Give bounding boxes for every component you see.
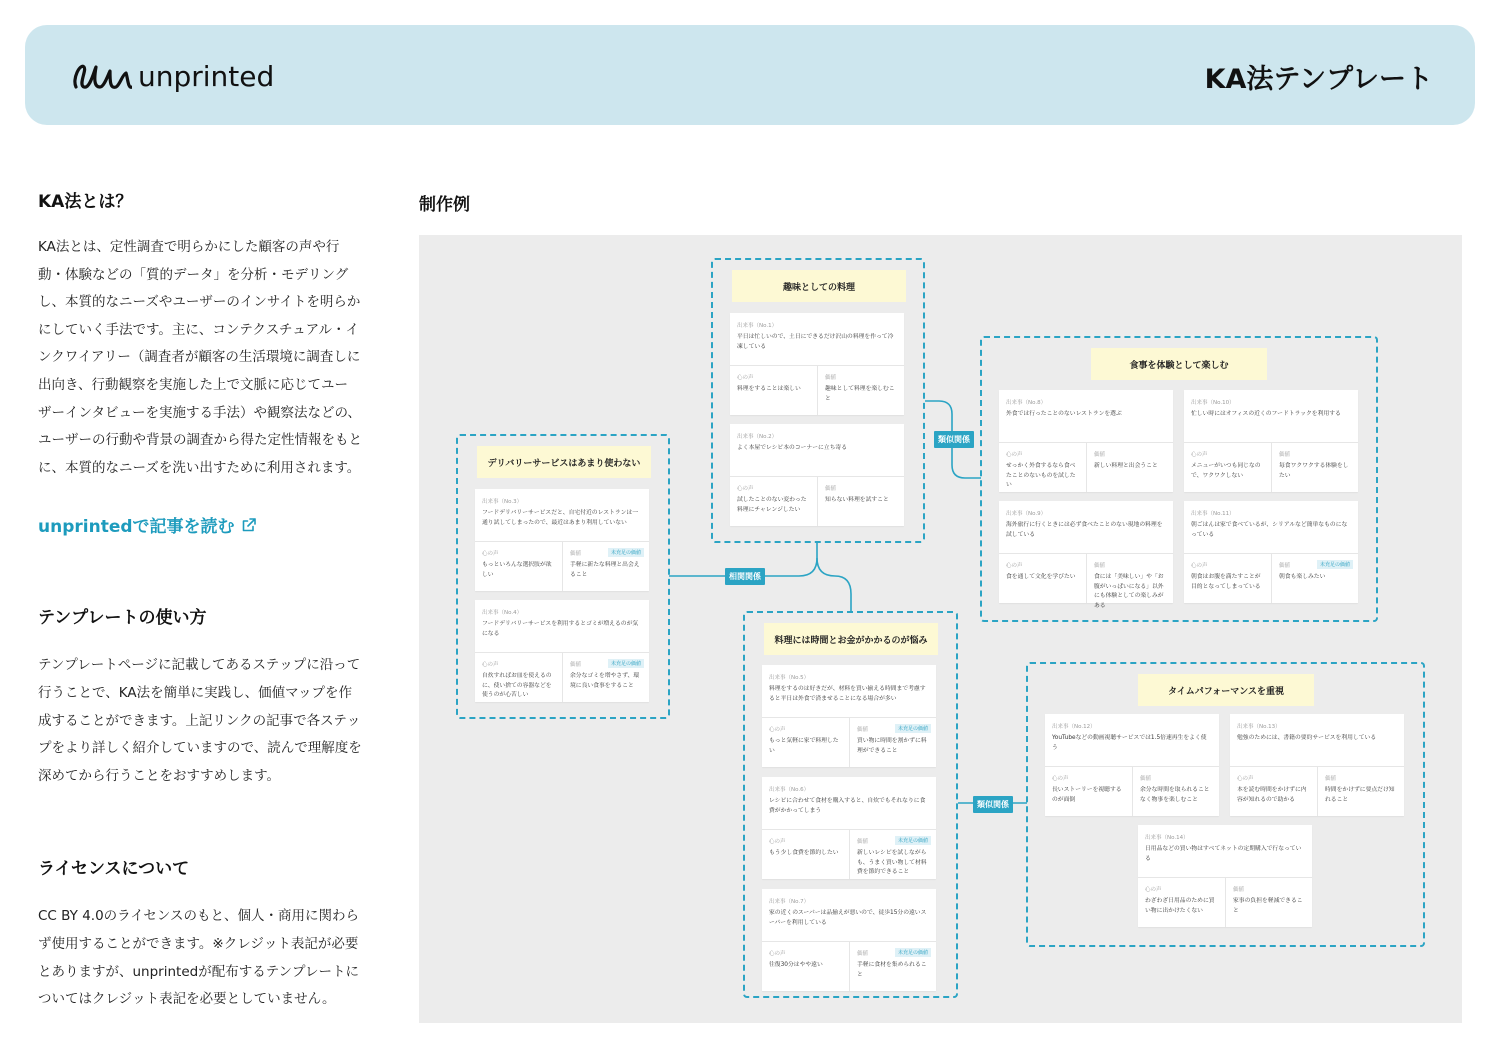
insight-row [730,476,904,526]
insight-row [475,652,649,702]
value-cell [562,653,649,702]
voice-text: 食を通して文化を学びたい [1006,574,1076,580]
event-label [1006,509,1166,517]
event-card [999,501,1173,609]
unmet-value-tag: 未充足の価値 [895,948,931,957]
event-text: 勉強のためには、書籍の要約サービスを利用している [1237,735,1377,741]
event-number: （No.11） [1207,511,1235,517]
event-label [737,432,897,440]
unprinted-logo-icon [70,57,132,95]
voice-label: 心の声 [1006,563,1023,569]
unmet-value-tag: 未充足の価値 [895,836,931,845]
voice-label: 心の声 [769,839,786,845]
event-number: （No.1） [753,323,778,329]
usage-line: 成することができます。上記リンクの記事で各ステッ [38,712,361,729]
about-line: KA法とは、定性調査で明らかにした顧客の声や行 [38,239,340,255]
voice-label: 心の声 [737,375,754,381]
event-text: YouTubeなどの動画視聴サービスでは1.5倍速再生をよく使う [1052,735,1207,751]
event-text: よく本屋でレシピ本のコーナーに立ち寄る [737,445,847,451]
event-text: 料理をするのは好きだが、材料を買い揃える時間まで考慮すると平日は外食で済ませることになる場合が多い [769,686,926,702]
value-cell [1132,767,1219,816]
license-line: とありますが、unprintedが配布するテンプレートに [38,963,359,980]
value-group [1026,662,1425,947]
insight-row [1045,766,1219,816]
event-label [482,608,642,616]
event-number: （No.2） [753,434,778,440]
value-group [980,336,1378,622]
event-label [1191,398,1351,406]
insight-row [999,442,1173,492]
event-card [475,600,649,702]
voice-text: 自炊すればお皿を使えるのに、使い捨ての容器などを使うのが心苦しい [482,673,552,698]
event-card [999,390,1173,492]
event-section [1191,509,1351,540]
voice-label: 心の声 [1237,776,1254,782]
event-text: フードデリバリーサービスだと、自宅付近のレストランは一通り試してしまったので、最近はあまり利用していない [482,510,638,526]
event-section [1191,398,1351,420]
value-text: 知らない料理を試すこと [825,497,889,503]
group-title: 料理には時間とお金がかかるのが悩み [764,623,938,655]
insight-row [475,541,649,591]
voice-text: もっといろんな選択肢が欲しい [482,562,552,578]
event-card [730,424,904,526]
event-card [1230,714,1404,816]
value-text: 買い物に時間を割かずに料理ができること [857,738,927,754]
voice-cell [1138,878,1225,927]
event-label-text: 出来事 [1052,724,1069,730]
event-card [762,665,936,767]
event-card [475,489,649,591]
about-line: し、本質的なニーズやユーザーのインサイトを明らか [38,294,361,311]
event-card [1184,390,1358,492]
value-cell [817,477,904,526]
event-number: （No.10） [1207,400,1235,406]
event-label-text: 出来事 [769,899,786,905]
event-number: （No.14） [1161,835,1189,841]
value-group [456,434,670,719]
usage-line: テンプレートページに記載してあるステップに沿って [38,657,361,674]
event-section [1237,722,1397,744]
usage-title: テンプレートの使い方 [38,608,207,629]
event-label [1052,722,1212,730]
value-text: 新しいレシピを試しながらも、うまく買い物して材料費を節約できること [857,850,927,875]
voice-cell [730,366,817,415]
voice-label: 心の声 [1191,452,1208,458]
value-label: 価値 [857,951,869,957]
event-label [737,321,897,329]
value-cell [1086,554,1173,609]
unmet-value-tag: 未充足の価値 [608,659,644,668]
event-text: レシピに合わせて食材を購入すると、自炊でもそれなりに食費がかかってしまう [769,798,926,814]
value-text: 新しい料理と出会うこと [1094,463,1158,469]
event-text: フードデリバリーサービスを利用するとゴミが増えるのが気になる [482,621,639,637]
event-number: （No.12） [1068,724,1096,730]
example-canvas [419,235,1462,1023]
value-text: 手軽に新たな料理と出会えること [570,562,640,578]
usage-line: プをより詳しく紹介していますので、読んで理解度を [38,740,362,757]
voice-label: 心の声 [482,551,499,557]
event-card [730,313,904,415]
insight-row [762,717,936,767]
relation-label: 類似関係 [934,431,974,448]
about-text [38,234,378,482]
voice-cell [1045,767,1132,816]
external-link-icon [241,517,257,533]
voice-cell [762,942,849,991]
about-line: ザーインタビューを実施する手法）や観察法などの、 [38,404,361,421]
value-cell [817,366,904,415]
value-text: 食には「美味しい」や「お腹がいっぱいになる」以外にも体験としての楽しみがある [1094,574,1164,609]
event-label [482,497,642,505]
voice-label: 心の声 [769,951,786,957]
voice-text: 試したことのない変わった料理にチャレンジしたい [737,497,807,513]
value-label: 価値 [1140,776,1152,782]
event-label-text: 出来事 [737,323,754,329]
event-number: （No.6） [785,787,810,793]
value-text: 家事の負担を軽減できること [1233,898,1303,914]
usage-line: 深めてから行うことをおすすめします。 [38,767,281,784]
unmet-value-tag: 未充足の価値 [1317,560,1353,569]
voice-text: せっかく外食するなら食べたことのないものを試したい [1006,463,1076,488]
value-label: 価値 [857,727,869,733]
event-label-text: 出来事 [482,610,499,616]
event-label [769,673,929,681]
insight-row [1138,877,1312,927]
event-text: 日用品などの買い物はすべてネットの定期購入で行なっている [1145,846,1302,862]
event-label [769,897,929,905]
event-label-text: 出来事 [1145,835,1162,841]
value-label: 価値 [825,486,837,492]
value-text: 余分な時間を取られることなく物事を楽しむこと [1140,787,1210,803]
value-label: 価値 [570,551,582,557]
license-line: CC BY 4.0のライセンスのもと、個人・商用に関わら [38,908,359,925]
event-number: （No.9） [1022,511,1047,517]
group-title: 趣味としての料理 [732,270,906,302]
event-label-text: 出来事 [1006,400,1023,406]
group-title: タイムパフォーマンスを重視 [1138,674,1314,706]
value-label: 価値 [1233,887,1245,893]
value-group [711,258,925,543]
event-section [1006,509,1166,540]
license-line: ず使用することができます。※クレジット表記が必要 [38,935,359,952]
event-label-text: 出来事 [769,675,786,681]
event-label [1006,398,1166,406]
voice-text: 朝食はお腹を満たすことが目的となってしまっている [1191,574,1261,590]
event-section [769,673,929,704]
event-section [482,497,642,528]
event-card [762,889,936,991]
about-line: ンクワイアリー（調査者が顧客の生活環境に調査しに [38,349,361,366]
value-cell [849,718,936,767]
event-section [737,321,897,352]
usage-line: 行うことで、KA法を簡単に実践し、価値マップを作 [38,684,353,701]
value-cell [1086,443,1173,492]
event-label [769,785,929,793]
value-text: 手軽に食材を集められること [857,962,927,978]
value-label: 価値 [1325,776,1337,782]
value-cell [1225,878,1312,927]
event-label-text: 出来事 [1191,511,1208,517]
voice-cell [730,477,817,526]
value-group [743,611,958,998]
value-text: 余分なゴミを増やさず、環境に良い食事をすること [570,673,640,689]
group-title: デリバリーサービスはあまり使わない [477,446,651,478]
about-title: KA法とは？ [38,192,133,212]
voice-text: もっと気軽に家で料理したい [769,738,839,754]
value-cell [562,542,649,591]
event-card [1138,825,1312,927]
voice-text: 本を読む時間をかけずに内容が知れるので助かる [1237,787,1307,803]
event-card [1184,501,1358,603]
value-label: 価値 [1094,563,1106,569]
event-number: （No.8） [1022,400,1047,406]
event-label-text: 出来事 [1191,400,1208,406]
voice-text: 料理をすることは楽しい [737,386,801,392]
insight-row [762,941,936,991]
value-text: 朝食も楽しみたい [1279,574,1326,580]
event-number: （No.4） [498,610,523,616]
read-article-link[interactable] [38,512,378,537]
value-text: 時間をかけずに要点だけ知れること [1325,787,1395,803]
value-label: 価値 [1094,452,1106,458]
voice-text: 往復30分はやや遠い [769,962,823,968]
event-label [1237,722,1397,730]
voice-cell [1184,443,1271,492]
event-section [737,432,897,454]
event-label-text: 出来事 [769,787,786,793]
value-label: 価値 [825,375,837,381]
insight-row [730,365,904,415]
unprinted-logo[interactable] [70,57,274,95]
event-card [1045,714,1219,816]
about-line: ユーザーの行動や背景の調査から得た定性情報をもと [38,432,362,449]
event-section [1006,398,1166,420]
about-line: 動・体験などの「質的データ」を分析・モデリング [38,266,349,283]
voice-cell [762,830,849,879]
voice-cell [475,653,562,702]
event-section [769,785,929,816]
voice-cell [1230,767,1317,816]
event-section [769,897,929,928]
relation-label: 類似関係 [973,796,1013,813]
event-label-text: 出来事 [482,499,499,505]
event-section [482,608,642,639]
page-title: KA法テンプレート [1204,64,1433,95]
value-cell [849,942,936,991]
value-label: 価値 [1279,563,1291,569]
voice-cell [999,554,1086,603]
voice-label: 心の声 [482,662,499,668]
event-number: （No.5） [785,675,810,681]
event-section [1052,722,1212,753]
group-title: 食事を体験として楽しむ [1091,348,1267,380]
voice-text: メニューがいつも同じなので、ワクワクしない [1191,463,1261,479]
event-label-text: 出来事 [1006,511,1023,517]
insight-row [1230,766,1404,816]
value-label: 価値 [857,839,869,845]
event-text: 家の近くのスーパーは品揃えが悪いので、徒歩15分の遠いスーパーを利用している [769,910,927,926]
event-label-text: 出来事 [1237,724,1254,730]
insight-row [1184,553,1358,603]
voice-label: 心の声 [769,727,786,733]
event-section [1145,833,1305,864]
voice-cell [762,718,849,767]
insight-row [762,829,936,879]
description-column [38,187,378,1014]
value-label: 価値 [570,662,582,668]
event-label-text: 出来事 [737,434,754,440]
usage-text [38,652,378,790]
header-banner [25,25,1475,125]
event-text: 朝ごはんは家で食べているが、シリアルなど簡単なものになっている [1191,522,1348,538]
event-number: （No.3） [498,499,523,505]
voice-cell [475,542,562,591]
voice-label: 心の声 [737,486,754,492]
value-cell [1271,554,1358,603]
unmet-value-tag: 未充足の価値 [895,724,931,733]
about-line: に、本質的なニーズを洗い出すために利用されます。 [38,459,361,476]
voice-cell [999,443,1086,492]
event-card [762,777,936,879]
read-article-label: unprintedで記事を読む [38,517,235,538]
about-line: 出向き、行動観察を実施した上で文脈に応じてユー [38,376,348,393]
voice-label: 心の声 [1006,452,1023,458]
relation-label: 相関関係 [725,568,765,585]
event-text: 海外旅行に行くときには必ず食べたことのない現地の料理を試している [1006,522,1163,538]
event-label [1145,833,1305,841]
value-text: 趣味として料理を楽しむこと [825,386,895,402]
event-number: （No.7） [785,899,810,905]
brand-name: unprinted [138,59,275,93]
example-title: 制作例 [419,195,470,215]
insight-row [1184,442,1358,492]
insight-row [999,553,1173,609]
license-line: ついてはクレジット表記を必要としていません。 [38,991,336,1008]
voice-label: 心の声 [1052,776,1069,782]
event-text: 外食では行ったことのないレストランを選ぶ [1006,411,1122,417]
license-title: ライセンスについて [38,859,190,880]
voice-text: 長いストーリーを視聴するのが面倒 [1052,787,1122,803]
voice-cell [1184,554,1271,603]
value-label: 価値 [1279,452,1291,458]
value-cell [1317,767,1404,816]
value-cell [849,830,936,879]
value-cell [1271,443,1358,492]
about-line: にしていく手法です。主に、コンテクスチュアル・イ [38,321,360,338]
value-text: 毎食ワクワクする体験をしたい [1279,463,1349,479]
event-label [1191,509,1351,517]
voice-label: 心の声 [1145,887,1162,893]
voice-text: わざわざ日用品のために買い物に出かけたくない [1145,898,1215,914]
license-text [38,903,378,1013]
voice-label: 心の声 [1191,563,1208,569]
unmet-value-tag: 未充足の価値 [608,548,644,557]
event-text: 忙しい時にはオフィスの近くのフードトラックを利用する [1191,411,1341,417]
voice-text: もう少し食費を節約したい [769,850,839,856]
event-number: （No.13） [1253,724,1281,730]
event-text: 平日は忙しいので、土日にできるだけ沢山の料理を作って冷凍している [737,334,894,350]
